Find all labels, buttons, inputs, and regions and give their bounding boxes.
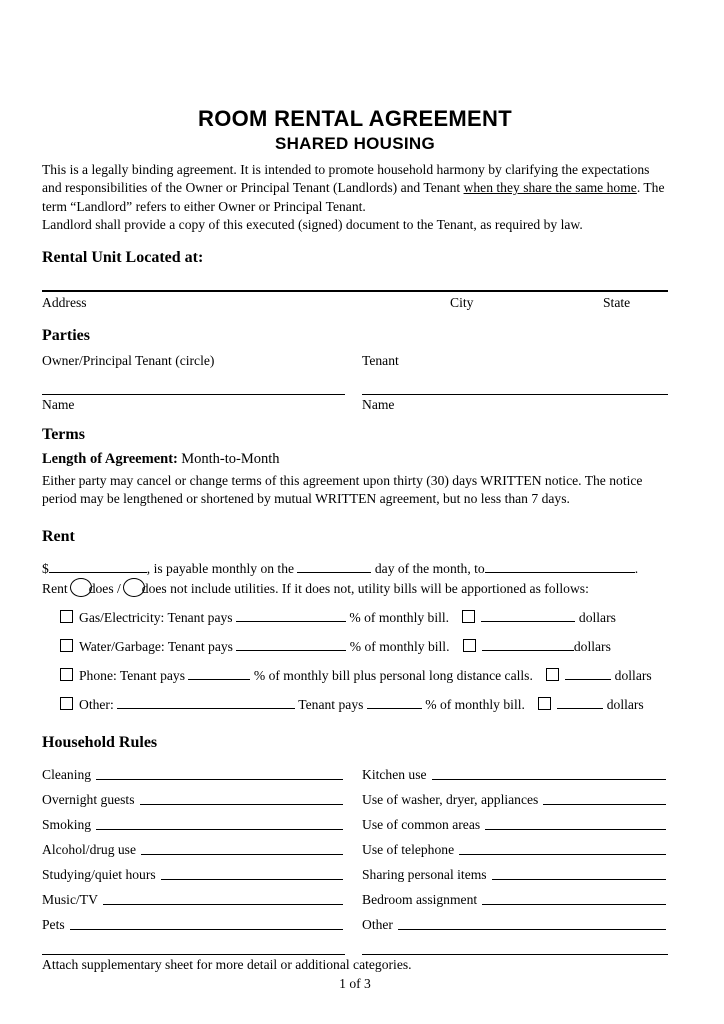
does-option-label[interactable]: does xyxy=(88,580,114,596)
gas-dollars-checkbox[interactable] xyxy=(462,610,475,623)
rent-payable-line xyxy=(42,560,668,577)
rule-label: Bedroom assignment xyxy=(362,891,478,907)
intro-underlined-phrase: when they share the same home xyxy=(463,180,637,196)
other-utility-label: Other: xyxy=(79,696,114,712)
parties-heading: Parties xyxy=(42,326,90,344)
intro-text-1: This is a legally binding agreement. It is intended to promote household harmony by clarifying the expectations and responsibilities of the Owner or Principal Tenant (Landlords) and Tenant xyxy=(42,162,650,196)
length-of-agreement-value: Month-to-Month xyxy=(181,450,280,467)
phone-label: Phone: Tenant pays xyxy=(79,667,186,683)
rule-label: Other xyxy=(362,916,393,932)
terms-heading: Terms xyxy=(42,425,85,443)
other-mid-text: Tenant pays xyxy=(298,696,364,712)
utilities-rest-text: include utilities. If it does not, utility bills will be apportioned as follows: xyxy=(190,580,589,596)
water-tail-text: dollars xyxy=(573,638,611,654)
address-fill-line[interactable] xyxy=(42,290,668,292)
rule-row-cleaning xyxy=(42,759,345,784)
phone-checkbox[interactable] xyxy=(60,668,73,681)
rule-row-alcohol-drug-use xyxy=(42,834,345,859)
gas-tail-text: dollars xyxy=(578,609,616,625)
payable-end-period: . xyxy=(634,560,639,576)
water-garbage-checkbox[interactable] xyxy=(60,639,73,652)
rule-fill-line[interactable] xyxy=(161,879,343,880)
water-mid-text: % of monthly bill. xyxy=(349,638,450,654)
rule-label: Smoking xyxy=(42,816,92,832)
utility-row-water xyxy=(42,638,668,655)
other-mid2-text: % of monthly bill. xyxy=(425,696,525,712)
tenant-name-label: Name xyxy=(362,396,395,412)
does-not-option-label[interactable]: does not xyxy=(141,580,188,596)
water-garbage-label: Water/Garbage: Tenant pays xyxy=(79,638,233,654)
other-utility-name-blank[interactable] xyxy=(117,696,295,709)
supplementary-fill-line-left[interactable] xyxy=(42,934,345,955)
phone-dollars-blank[interactable] xyxy=(565,667,611,680)
tenant-label: Tenant xyxy=(362,352,399,368)
rule-row-other xyxy=(362,909,668,934)
rule-row-music-tv xyxy=(42,884,345,909)
rent-heading: Rent xyxy=(42,527,75,545)
rule-label: Use of common areas xyxy=(362,816,481,832)
dollar-sign: $ xyxy=(42,560,49,576)
intro-text-2: . The term “Landlord” refers to either Owner or Principal Tenant. xyxy=(42,180,665,214)
rule-label: Pets xyxy=(42,916,65,932)
rule-fill-line[interactable] xyxy=(96,829,343,830)
payable-text-2: day of the month, to xyxy=(374,560,485,576)
other-percent-blank[interactable] xyxy=(367,696,422,709)
water-dollars-checkbox[interactable] xyxy=(463,639,476,652)
rule-fill-line[interactable] xyxy=(70,929,343,930)
other-utility-checkbox[interactable] xyxy=(60,697,73,710)
rule-row-overnight-guests xyxy=(42,784,345,809)
rental-unit-heading: Rental Unit Located at: xyxy=(42,248,204,266)
gas-electricity-checkbox[interactable] xyxy=(60,610,73,623)
rule-row-telephone xyxy=(362,834,668,859)
document-content xyxy=(42,106,668,992)
utilities-pre-text: Rent xyxy=(42,580,68,596)
owner-label[interactable]: Owner/Principal Tenant (circle) xyxy=(42,352,215,368)
attach-note: Attach supplementary sheet for more detail or additional categories. xyxy=(42,956,412,972)
rule-label: Sharing personal items xyxy=(362,866,487,882)
city-label: City xyxy=(450,294,474,310)
phone-mid-text: % of monthly bill plus personal long distance calls. xyxy=(253,667,533,683)
phone-tail-text: dollars xyxy=(614,667,652,683)
rule-fill-line[interactable] xyxy=(398,929,666,930)
rule-label: Overnight guests xyxy=(42,791,135,807)
rule-row-studying-quiet-hours xyxy=(42,859,345,884)
payable-to-blank[interactable] xyxy=(485,560,635,573)
gas-percent-blank[interactable] xyxy=(236,609,346,622)
utility-row-gas xyxy=(42,609,668,626)
rule-fill-line[interactable] xyxy=(103,904,343,905)
rule-fill-line[interactable] xyxy=(485,829,666,830)
rule-label: Cleaning xyxy=(42,766,92,782)
rule-label: Use of telephone xyxy=(362,841,455,857)
intro-paragraph xyxy=(42,161,668,216)
rent-amount-blank[interactable] xyxy=(49,560,147,573)
rule-label: Alcohol/drug use xyxy=(42,841,137,857)
other-tail-text: dollars xyxy=(606,696,644,712)
rule-label: Use of washer, dryer, appliances xyxy=(362,791,539,807)
copy-notice: Landlord shall provide a copy of this executed (signed) document to the Tenant, as required by law. xyxy=(42,217,583,233)
tenant-column xyxy=(362,346,668,413)
choice-separator: / xyxy=(117,580,121,596)
rule-fill-line[interactable] xyxy=(459,854,666,855)
length-of-agreement-line xyxy=(42,450,668,468)
rule-row-kitchen-use xyxy=(362,759,668,784)
rule-row-washer-dryer-appliances xyxy=(362,784,668,809)
gas-mid-text: % of monthly bill. xyxy=(349,609,450,625)
phone-percent-blank[interactable] xyxy=(188,667,250,680)
water-dollars-blank[interactable] xyxy=(482,638,574,651)
rule-label: Studying/quiet hours xyxy=(42,866,156,882)
rule-fill-line[interactable] xyxy=(96,779,343,780)
state-label: State xyxy=(603,294,631,310)
household-rules-heading: Household Rules xyxy=(42,733,158,751)
rule-label: Kitchen use xyxy=(362,766,427,782)
rule-row-common-areas xyxy=(362,809,668,834)
other-dollars-blank[interactable] xyxy=(557,696,603,709)
rules-right-column xyxy=(362,759,668,955)
day-of-month-blank[interactable] xyxy=(297,560,371,573)
owner-name-label: Name xyxy=(42,396,75,412)
owner-column xyxy=(42,346,345,413)
phone-dollars-checkbox[interactable] xyxy=(546,668,559,681)
rule-row-bedroom-assignment xyxy=(362,884,668,909)
rules-left-column xyxy=(42,759,345,955)
rule-fill-line[interactable] xyxy=(140,804,343,805)
supplementary-fill-line-right[interactable] xyxy=(362,934,668,955)
other-dollars-checkbox[interactable] xyxy=(538,697,551,710)
address-label: Address xyxy=(42,294,87,310)
rule-fill-line[interactable] xyxy=(492,879,666,880)
rule-fill-line[interactable] xyxy=(482,904,666,905)
page-number: 1 of 3 xyxy=(339,975,371,991)
rule-row-pets xyxy=(42,909,345,934)
rule-fill-line[interactable] xyxy=(432,779,666,780)
utility-row-phone xyxy=(42,667,668,684)
rule-label: Music/TV xyxy=(42,891,98,907)
terms-body: Either party may cancel or change terms of this agreement upon thirty (30) days WRITTEN notice. The notice period may be lengthened or shortened by mutual WRITTEN agreement, but no less than 7 days. xyxy=(42,473,643,507)
household-rules-grid xyxy=(42,759,668,955)
water-percent-blank[interactable] xyxy=(236,638,346,651)
utility-row-other xyxy=(42,696,668,713)
document-subtitle: SHARED HOUSING xyxy=(274,134,436,153)
parties-columns xyxy=(42,346,668,413)
rule-row-smoking xyxy=(42,809,345,834)
document-title: ROOM RENTAL AGREEMENT xyxy=(198,106,512,131)
gas-electricity-label: Gas/Electricity: Tenant pays xyxy=(79,609,233,625)
length-of-agreement-label: Length of Agreement: xyxy=(42,450,178,467)
payable-text-1: , is payable monthly on the xyxy=(146,560,295,576)
utilities-choice-line xyxy=(42,578,668,597)
gas-dollars-blank[interactable] xyxy=(481,609,575,622)
rule-row-sharing-personal-items xyxy=(362,859,668,884)
rule-fill-line[interactable] xyxy=(543,804,666,805)
rule-fill-line[interactable] xyxy=(141,854,343,855)
address-labels-row xyxy=(42,295,668,313)
